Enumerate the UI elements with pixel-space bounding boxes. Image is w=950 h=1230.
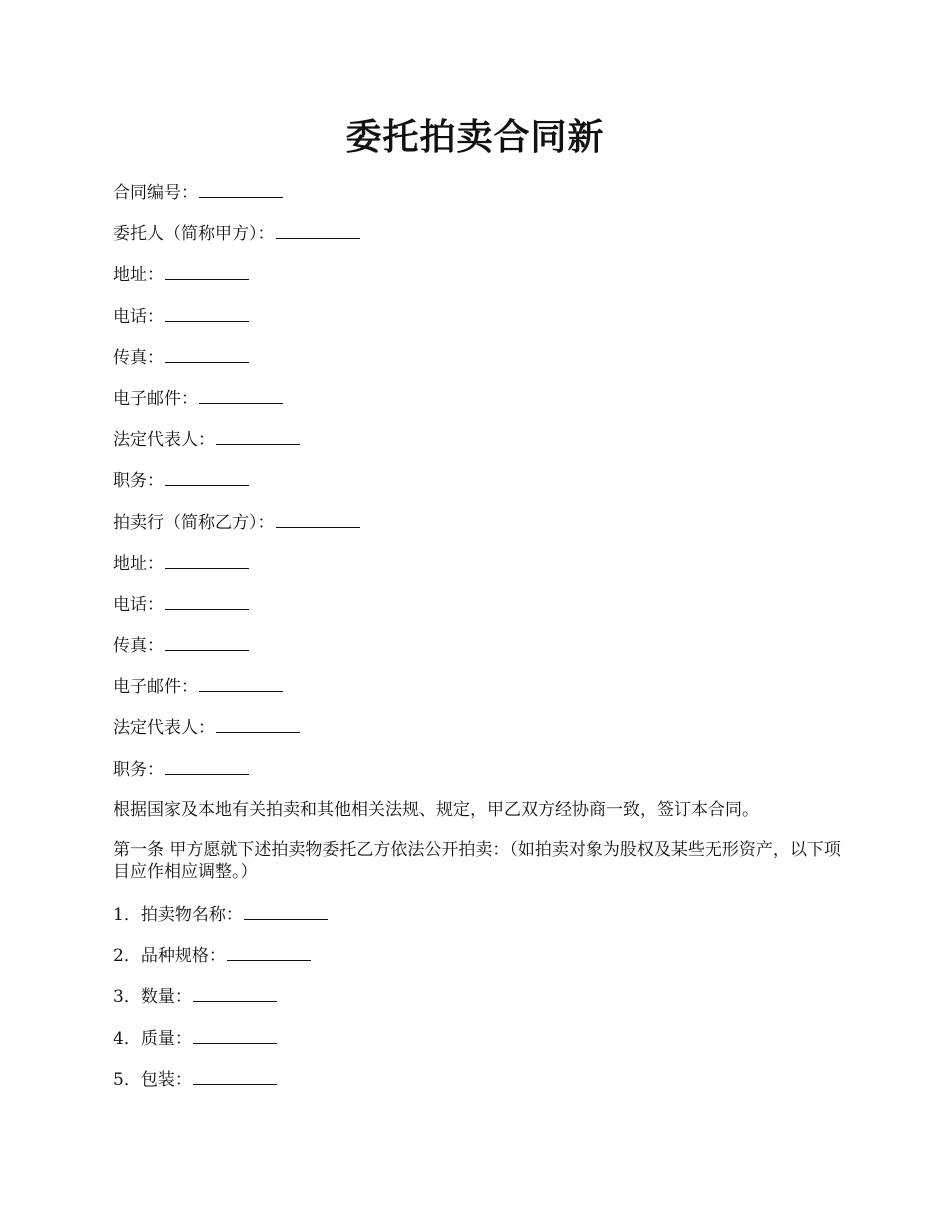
field-party-b-email — [113, 674, 843, 715]
field-label: 合同编号： — [113, 183, 198, 203]
item-label: 4．质量： — [113, 1028, 192, 1049]
blank-line — [165, 304, 249, 322]
item-label: 1．拍卖物名称： — [113, 905, 243, 925]
field-label: 传真： — [113, 636, 164, 657]
blank-line — [199, 180, 283, 198]
blank-line — [165, 551, 249, 569]
item-quality — [113, 1026, 843, 1067]
preamble-paragraph: 根据国家及本地有关拍卖和其他相关法规、规定，甲乙双方经协商一致，签订本合同。 — [113, 799, 759, 820]
field-label: 职务： — [113, 471, 164, 492]
field-contract-number — [113, 180, 843, 221]
blank-line — [165, 592, 249, 610]
field-label: 职务： — [113, 759, 164, 780]
field-party-b-address — [113, 551, 843, 592]
field-party-b-legal-rep — [113, 715, 843, 756]
document-title: 委托拍卖合同新 — [345, 116, 605, 158]
document-body — [113, 180, 843, 1108]
field-party-b-phone — [113, 592, 843, 633]
blank-line — [276, 510, 360, 528]
field-label: 地址： — [113, 553, 164, 574]
item-label: 5．包装： — [113, 1069, 192, 1090]
item-quantity — [113, 984, 843, 1025]
blank-line — [165, 757, 249, 775]
blank-line — [193, 1026, 277, 1044]
item-label: 2．品种规格： — [113, 946, 226, 967]
field-label: 法定代表人： — [113, 430, 215, 451]
field-party-a-fax — [113, 345, 843, 386]
item-name — [113, 902, 843, 943]
article-1-paragraph: 第一条 甲方愿就下述拍卖物委托乙方依法公开拍卖：（如拍卖对象为股权及某些无形资产，以下项目应作相应调整。） — [113, 840, 841, 882]
blank-line — [227, 943, 311, 961]
item-label: 3．数量： — [113, 987, 192, 1008]
blank-line — [193, 984, 277, 1002]
field-label: 电话： — [113, 306, 164, 327]
field-party-a-address — [113, 262, 843, 303]
blank-line — [165, 633, 249, 651]
field-label: 电话： — [113, 594, 164, 615]
field-label: 电子邮件： — [113, 388, 198, 409]
blank-line — [199, 674, 283, 692]
field-label: 法定代表人： — [113, 718, 215, 739]
blank-line — [216, 715, 300, 733]
field-auction-house — [113, 510, 843, 551]
field-label: 传真： — [113, 347, 164, 368]
field-label: 拍卖行（简称乙方）： — [113, 512, 275, 533]
field-party-a-legal-rep — [113, 427, 843, 468]
field-party-a-email — [113, 386, 843, 427]
field-party-b-position — [113, 757, 843, 798]
field-party-a-position — [113, 468, 843, 509]
blank-line — [276, 221, 360, 239]
blank-line — [216, 427, 300, 445]
blank-line — [165, 468, 249, 486]
blank-line — [199, 386, 283, 404]
field-label: 地址： — [113, 265, 164, 286]
item-spec — [113, 943, 843, 984]
blank-line — [193, 1067, 277, 1085]
field-principal — [113, 221, 843, 262]
blank-line — [165, 262, 249, 280]
field-party-b-fax — [113, 633, 843, 674]
item-packaging — [113, 1067, 843, 1108]
blank-line — [165, 345, 249, 363]
field-label: 委托人（简称甲方）： — [113, 224, 275, 245]
field-label: 电子邮件： — [113, 677, 198, 698]
blank-line — [244, 902, 328, 920]
field-party-a-phone — [113, 304, 843, 345]
